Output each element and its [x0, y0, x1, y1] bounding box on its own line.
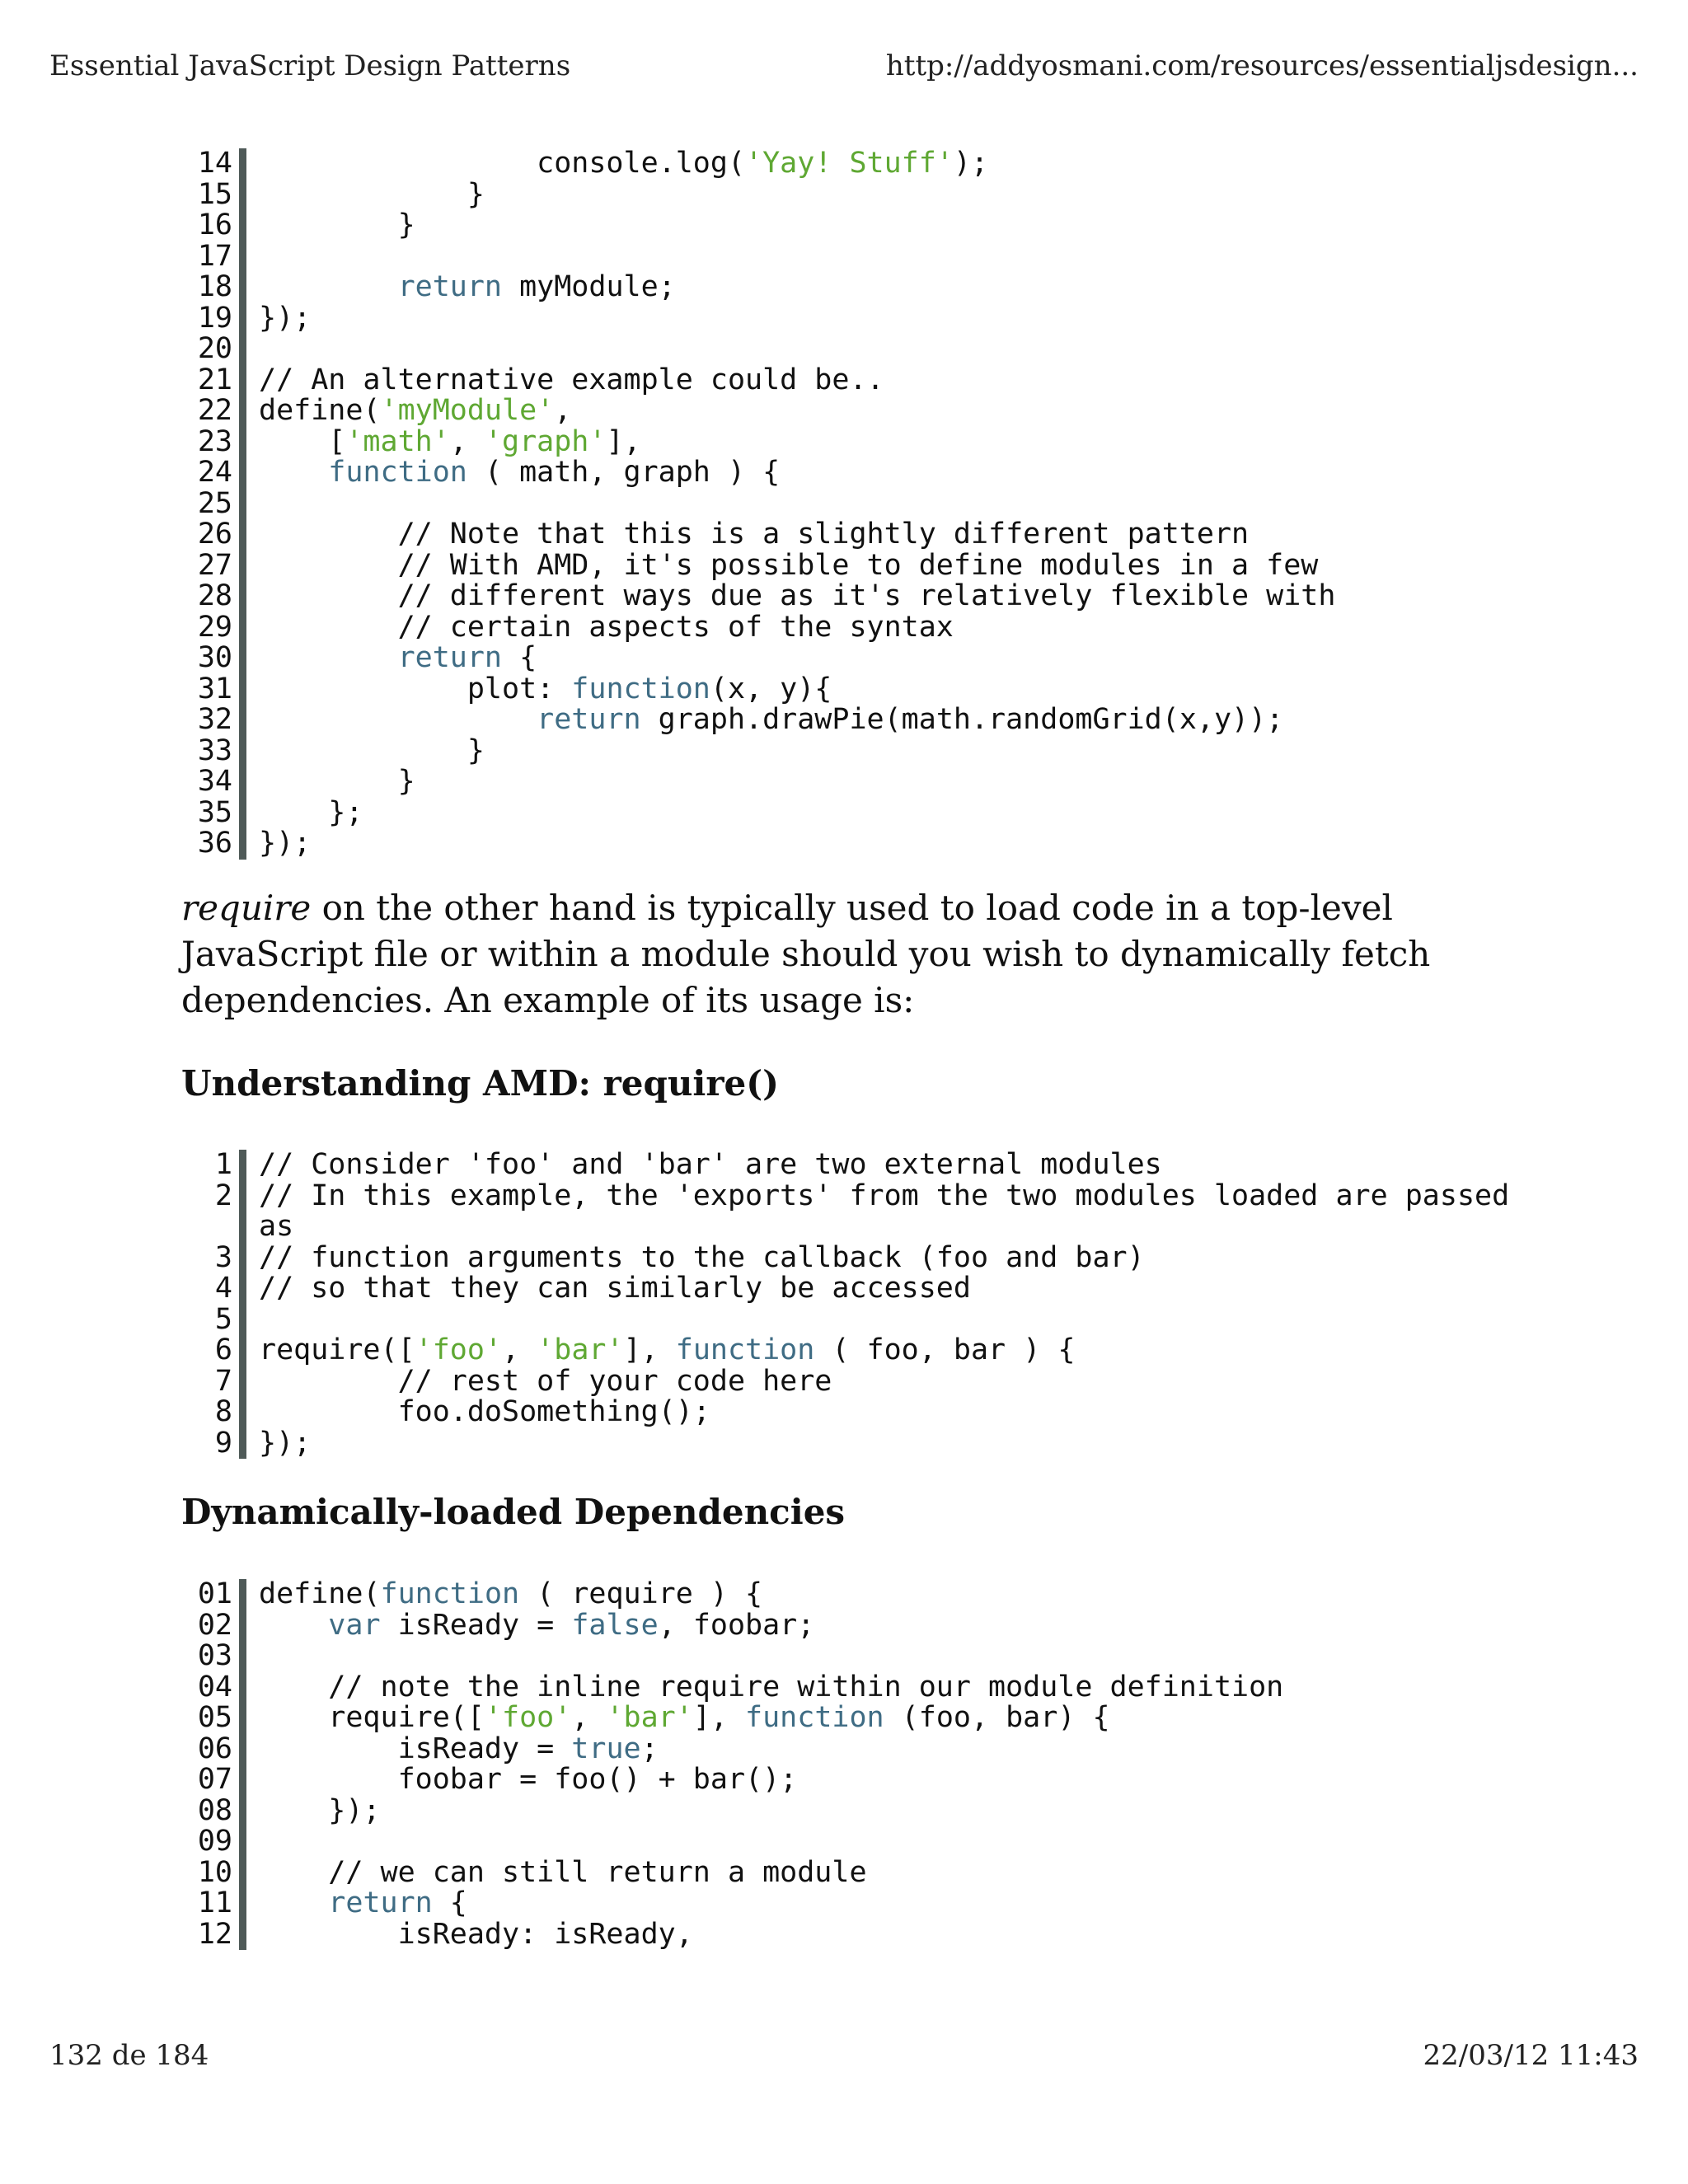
gutter-bar	[239, 1826, 246, 1858]
gutter-bar	[239, 272, 246, 303]
line-number: 4	[214, 1272, 232, 1305]
code-text: ['math', 'graph'],	[259, 424, 641, 458]
gutter-bar	[239, 489, 246, 520]
gutter-bar	[239, 828, 246, 860]
line-number: 16	[197, 209, 232, 241]
paragraph-text: on the other hand is typically used to load code in a top-level JavaScript file or within a module should you wish to dynamically fetch dependencies. An example of its usage is:	[181, 888, 1431, 1020]
gutter-bar	[239, 674, 246, 705]
code-text: }	[259, 733, 485, 767]
gutter-bar	[239, 1610, 246, 1642]
section-heading-require: Understanding AMD: require()	[181, 1063, 779, 1104]
code-line	[181, 1579, 1533, 1610]
gutter-bar	[239, 1428, 246, 1460]
line-number: 08	[197, 1793, 232, 1827]
code-text: define(function ( require ) {	[259, 1577, 763, 1610]
gutter-bar	[239, 1858, 246, 1889]
line-number: 10	[197, 1855, 232, 1889]
line-number: 31	[197, 672, 232, 705]
code-text: // different ways due as it's relatively flexible with	[259, 579, 1336, 612]
code-line	[181, 210, 1533, 241]
line-number: 24	[197, 456, 232, 489]
code-line	[181, 177, 1533, 211]
code-line	[181, 795, 1533, 829]
gutter-bar	[239, 736, 246, 767]
body-paragraph	[181, 885, 1533, 1024]
code-line	[181, 303, 1533, 335]
code-text: // Note that this is a slightly different pattern	[259, 518, 1250, 551]
line-number: 3	[214, 1240, 232, 1274]
code-line	[181, 643, 1533, 674]
line-number: 17	[197, 239, 232, 273]
gutter-bar	[239, 1181, 246, 1243]
line-number: 21	[197, 363, 232, 396]
code-text: var isReady = false, foobar;	[328, 1608, 815, 1642]
line-number: 34	[197, 765, 232, 798]
code-line	[181, 1366, 1533, 1398]
line-number: 29	[197, 610, 232, 644]
code-text: });	[259, 301, 312, 335]
code-text: return {	[397, 641, 537, 674]
line-number: 26	[197, 518, 232, 551]
line-number: 25	[197, 486, 232, 520]
line-number: 11	[197, 1886, 232, 1919]
line-number: 04	[197, 1670, 232, 1704]
gutter-bar	[239, 365, 246, 396]
gutter-bar	[239, 210, 246, 241]
line-number: 19	[197, 301, 232, 335]
code-text: plot: function(x, y){	[259, 672, 832, 705]
gutter-bar	[239, 612, 246, 644]
gutter-bar	[239, 1734, 246, 1765]
code-line	[181, 828, 1533, 860]
line-number: 03	[197, 1639, 232, 1672]
line-number: 6	[214, 1333, 232, 1366]
code-block-require-example	[181, 1150, 1533, 1459]
gutter-bar	[239, 1579, 246, 1610]
code-line	[181, 766, 1533, 798]
gutter-bar	[239, 1703, 246, 1734]
gutter-bar	[239, 148, 246, 180]
section-heading-dynamic-deps: Dynamically-loaded Dependencies	[181, 1492, 846, 1532]
code-line	[181, 396, 1533, 427]
code-line	[181, 148, 1533, 180]
gutter-bar	[239, 519, 246, 551]
line-number: 5	[214, 1302, 232, 1336]
line-number: 22	[197, 394, 232, 427]
code-text: define('myModule',	[259, 394, 572, 427]
line-number: 1	[214, 1148, 232, 1181]
code-line	[181, 548, 1533, 582]
gutter-bar	[239, 334, 246, 365]
line-number: 23	[197, 424, 232, 458]
code-text: foobar = foo() + bar();	[259, 1763, 798, 1796]
code-line	[181, 241, 1533, 273]
line-number: 35	[197, 795, 232, 829]
line-number: 36	[197, 827, 232, 860]
line-number: 7	[214, 1364, 232, 1398]
page-number: 132 de 184	[49, 2039, 209, 2072]
line-number: 15	[197, 177, 232, 211]
code-line	[181, 457, 1533, 489]
gutter-bar	[239, 766, 246, 798]
code-line	[181, 581, 1533, 612]
code-text: // In this example, the 'exports' from the two modules loaded are passed as	[259, 1179, 1527, 1243]
gutter-bar	[239, 1641, 246, 1672]
gutter-bar	[239, 396, 246, 427]
code-line	[181, 1703, 1533, 1734]
line-number: 05	[197, 1701, 232, 1734]
code-text: // certain aspects of the syntax	[259, 610, 954, 644]
code-text: return graph.drawPie(math.randomGrid(x,y));	[537, 703, 1284, 736]
line-number: 06	[197, 1732, 232, 1765]
line-number: 02	[197, 1608, 232, 1642]
code-line	[181, 674, 1533, 705]
code-line	[181, 1610, 1533, 1642]
code-line	[181, 519, 1533, 551]
code-text: isReady: isReady,	[259, 1917, 693, 1951]
code-line	[181, 1826, 1533, 1858]
code-text: }	[259, 765, 415, 798]
gutter-bar	[239, 241, 246, 273]
code-line	[181, 705, 1533, 736]
code-text: // function arguments to the callback (foo and bar)	[259, 1240, 1145, 1274]
code-text: // note the inline require within our module definition	[259, 1670, 1284, 1704]
code-text: };	[259, 795, 363, 829]
gutter-bar	[239, 643, 246, 674]
line-number: 2	[214, 1179, 232, 1212]
gutter-bar	[239, 1305, 246, 1336]
code-block-define-example	[181, 148, 1533, 860]
code-text: require(['foo', 'bar'], function ( foo, bar ) {	[259, 1333, 1076, 1366]
gutter-bar	[239, 1335, 246, 1366]
running-header-title: Essential JavaScript Design Patterns	[49, 49, 571, 82]
code-line	[181, 1641, 1533, 1672]
line-number: 07	[197, 1763, 232, 1796]
gutter-bar	[239, 1397, 246, 1428]
code-text: return myModule;	[397, 270, 676, 303]
gutter-bar	[239, 581, 246, 612]
code-text: require(['foo', 'bar'], function (foo, bar) {	[259, 1701, 1110, 1734]
code-text: // rest of your code here	[259, 1364, 832, 1398]
code-line	[181, 1428, 1533, 1460]
code-text: // Consider 'foo' and 'bar' are two external modules	[259, 1148, 1162, 1181]
gutter-bar	[239, 1273, 246, 1305]
code-text: isReady = true;	[259, 1732, 659, 1765]
line-number: 8	[214, 1395, 232, 1428]
line-number: 18	[197, 270, 232, 303]
gutter-bar	[239, 1150, 246, 1181]
line-number: 20	[197, 332, 232, 365]
line-number: 09	[197, 1825, 232, 1858]
code-line	[181, 1150, 1533, 1181]
code-line	[181, 1855, 1533, 1889]
code-line	[181, 1335, 1533, 1366]
code-line	[181, 1888, 1533, 1919]
line-number: 30	[197, 641, 232, 674]
gutter-bar	[239, 1919, 246, 1951]
gutter-bar	[239, 1888, 246, 1919]
code-line	[181, 1181, 1533, 1243]
gutter-bar	[239, 303, 246, 335]
gutter-bar	[239, 457, 246, 489]
code-text: }	[259, 209, 415, 241]
line-number: 28	[197, 579, 232, 612]
line-number: 14	[197, 147, 232, 180]
code-text: foo.doSomething();	[259, 1395, 710, 1428]
gutter-bar	[239, 1243, 246, 1274]
code-line	[181, 272, 1533, 303]
code-text: // we can still return a module	[259, 1855, 867, 1889]
code-line	[181, 1734, 1533, 1765]
code-line	[181, 424, 1533, 458]
code-text: return {	[328, 1886, 467, 1919]
code-line	[181, 612, 1533, 644]
gutter-bar	[239, 705, 246, 736]
code-line	[181, 1765, 1533, 1796]
line-number: 27	[197, 548, 232, 582]
code-text: });	[259, 1426, 312, 1460]
code-text: });	[259, 1793, 381, 1827]
gutter-bar	[239, 798, 246, 829]
code-line	[181, 1302, 1533, 1336]
code-line	[181, 1240, 1533, 1274]
gutter-bar	[239, 1366, 246, 1398]
gutter-bar	[239, 1796, 246, 1827]
code-text: console.log('Yay! Stuff');	[259, 147, 989, 180]
code-line	[181, 1919, 1533, 1951]
code-line	[181, 365, 1533, 396]
print-timestamp: 22/03/12 11:43	[1423, 2039, 1639, 2072]
code-block-dynamic-deps	[181, 1579, 1533, 1950]
code-line	[181, 1397, 1533, 1428]
code-text: });	[259, 827, 312, 860]
gutter-bar	[239, 427, 246, 458]
line-number: 12	[197, 1917, 232, 1951]
line-number: 33	[197, 733, 232, 767]
code-text: // so that they can similarly be accessed	[259, 1272, 971, 1305]
gutter-bar	[239, 1765, 246, 1796]
gutter-bar	[239, 180, 246, 211]
code-text: }	[259, 177, 485, 211]
running-header-url: http://addyosmani.com/resources/essentialjsdesign...	[885, 49, 1639, 82]
gutter-bar	[239, 1672, 246, 1704]
code-line	[181, 1273, 1533, 1305]
code-text: // With AMD, it's possible to define modules in a few	[259, 548, 1319, 582]
code-line	[181, 1793, 1533, 1827]
code-text: function ( math, graph ) {	[328, 456, 781, 489]
code-line	[181, 334, 1533, 365]
line-number: 01	[197, 1577, 232, 1610]
code-line	[181, 486, 1533, 520]
paragraph-term: require	[181, 888, 312, 928]
gutter-bar	[239, 551, 246, 582]
line-number: 32	[197, 703, 232, 736]
code-line	[181, 733, 1533, 767]
line-number: 9	[214, 1426, 232, 1460]
code-text: // An alternative example could be..	[259, 363, 884, 396]
code-line	[181, 1672, 1533, 1704]
